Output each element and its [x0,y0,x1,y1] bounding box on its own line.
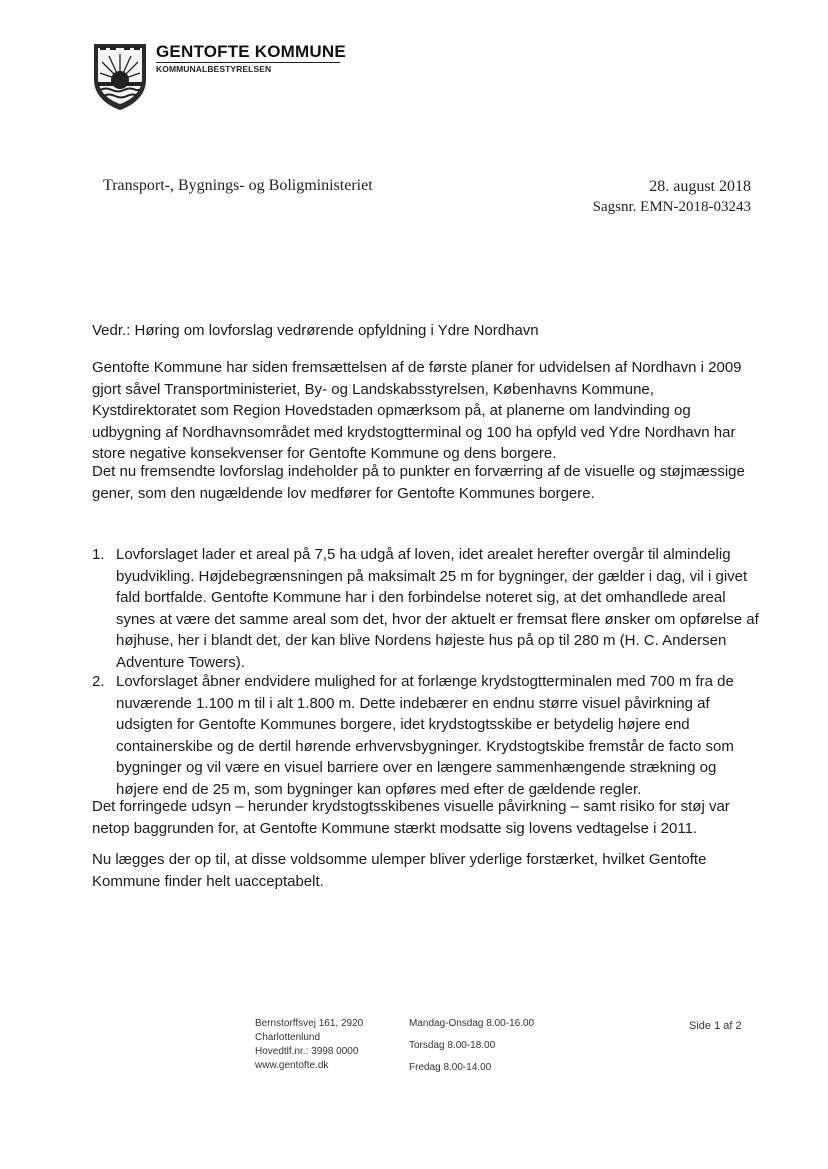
municipal-crest-icon [92,40,148,112]
footer-address [255,1017,363,1073]
list-item-text: Lovforslaget åbner endvidere mulighed for at forlænge krydstogtterminalen med 700 m fra de nuværende 1.100 m til i alt 1.800 m. Dette indebærer en endnu større visuel påvirkning af udsigten for Gentofte Kommunes borgere, idet krydstogtsskibe er betydelig højere end containerskibe og de dertil hørende erhvervsbygninger. Krydstogtskibe fremstår de facto som bygninger og vil være en visuel barriere over en længere sammenhængende strækning og højere end de 25 m, som bygninger kan opføres med efter de gældende regler. [116,673,734,798]
footer-street: Bernstorffsvej 161, 2920 [255,1018,364,1029]
list-item [92,544,760,673]
footer-hours-line: Mandag-Onsdag 8.00-16.00 [409,1018,535,1029]
footer-opening-hours [409,1017,534,1083]
page-number: Side 1 af 2 [689,1020,742,1032]
paragraph: Det forringede udsyn – herunder krydstogtsskibenes visuelle påvirkning – samt risiko for støj var netop baggrunden for, at Gentofte Kommune stærkt modsatte sig lovens vedtagelse i 2011. [92,798,730,837]
footer-website: www.gentofte.dk [255,1060,329,1071]
subject-line: Vedr.: Høring om lovforslag vedrørende opfyldning i Ydre Nordhavn [92,322,539,339]
department-name: KOMMUNALBESTYRELSEN [156,64,272,74]
case-number: Sagsnr. EMN-2018-03243 [592,199,751,215]
letter-date: 28. august 2018 [649,178,751,195]
list-item-number: 1. [92,546,105,563]
paragraph: Nu lægges der op til, at disse voldsomme ulemper bliver yderlige forstærket, hvilket Gentofte Kommune finder helt uacceptabelt. [92,851,707,890]
list-item-number: 2. [92,673,105,690]
paragraph: Gentofte Kommune har siden fremsættelsen af de første planer for udvidelsen af Nordhavn i 2009 gjort såvel Transportministeriet, By- og Landskabsstyrelsen, Københavns Kommune, Kystdirektoratet som Region Hovedstaden opmærksom på, at planerne om landvinding og udbygning af Nordhavnsområdet med krydstogtterminal og 100 ha opfyld ved Ydre Nordhavn har store negative konsekvenser for Gentofte Kommune og dens borgere. [92,359,742,462]
list-item [92,671,760,800]
letterhead-divider [156,62,340,63]
footer-phone: Hovedtlf.nr.: 3998 0000 [255,1046,359,1057]
footer-hours-line: Torsdag 8.00-18.00 [409,1040,496,1051]
list-item-text: Lovforslaget lader et areal på 7,5 ha udgå af loven, idet arealet herefter overgår til almindelig byudvikling. Højdebegrænsningen på maksimalt 25 m for bygninger, der gælder i dag, vil i givet fald bortfalde. Gentofte Kommune har i den forbindelse noteret sig, at det omhandlede areal synes at være det samme areal som det, hvor der aktuelt er fremsat flere ønsker om opførelse af højhuse, her i blandt det, der kan blive Nordens højeste hus på op til 280 m (H. C. Andersen Adventure Towers). [116,546,759,671]
paragraph: Det nu fremsendte lovforslag indeholder på to punkter en forværring af de visuelle og støjmæssige gener, som den nugældende lov medfører for Gentofte Kommunes borgere. [92,463,745,502]
footer-hours-line: Fredag 8.00-14.00 [409,1062,492,1073]
org-name: GENTOFTE KOMMUNE [156,42,346,61]
footer-city: Charlottenlund [255,1032,321,1043]
recipient: Transport-, Bygnings- og Boligministeriet [103,177,373,194]
